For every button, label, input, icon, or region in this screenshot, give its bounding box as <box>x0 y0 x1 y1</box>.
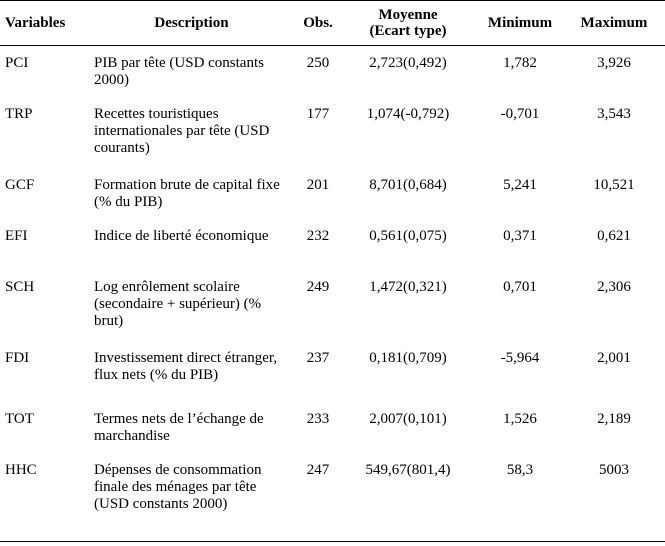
cell-moyenne: 1,472(0,321) <box>369 279 447 295</box>
cell-obs: 247 <box>306 462 330 478</box>
cell-minimum: 1,526 <box>503 411 537 427</box>
cell-variable: HHC <box>5 462 37 478</box>
cell-obs: 201 <box>306 177 330 193</box>
cell-variable: FDI <box>5 350 30 366</box>
cell-minimum: 1,782 <box>503 55 537 71</box>
cell-moyenne: 0,181(0,709) <box>369 350 447 366</box>
cell-maximum: 3,543 <box>597 106 631 122</box>
cell-obs: 233 <box>306 411 330 427</box>
cell-obs: 249 <box>306 279 330 295</box>
cell-minimum: 5,241 <box>503 177 537 193</box>
cell-minimum: 0,701 <box>503 279 537 295</box>
cell-description: Indice de liberté économique <box>94 228 269 244</box>
cell-description: Investissement direct étranger, flux nets (% du PIB) <box>94 350 278 383</box>
header-minimum: Minimum <box>487 14 553 31</box>
cell-obs: 250 <box>306 55 330 71</box>
cell-variable: TRP <box>5 106 33 122</box>
cell-moyenne: 2,007(0,101) <box>369 411 447 427</box>
cell-maximum: 0,621 <box>597 228 631 244</box>
cell-moyenne: 549,67(801,4) <box>365 462 451 478</box>
cell-moyenne: 1,074(-0,792) <box>366 106 450 122</box>
cell-maximum: 5003 <box>599 462 629 478</box>
header-moyenne-line2: (Ecart type) <box>369 22 447 39</box>
cell-moyenne: 8,701(0,684) <box>369 177 447 193</box>
cell-description: Formation brute de capital fixe (% du PIB) <box>94 177 280 210</box>
cell-description: Log enrôlement scolaire (secondaire + supérieur) (% brut) <box>94 279 262 329</box>
header-obs: Obs. <box>303 14 333 31</box>
cell-obs: 232 <box>306 228 330 244</box>
cell-maximum: 3,926 <box>597 55 631 71</box>
bottom-rule <box>0 541 665 542</box>
cell-variable: SCH <box>5 279 35 295</box>
cell-maximum: 10,521 <box>593 177 635 193</box>
header-description: Description <box>154 14 229 31</box>
cell-variable: PCI <box>5 55 29 71</box>
cell-variable: GCF <box>5 177 35 193</box>
cell-moyenne: 0,561(0,075) <box>369 228 447 244</box>
cell-description: Recettes touristiques internationales par tête (USD courants) <box>94 106 270 156</box>
cell-minimum: 58,3 <box>506 462 534 478</box>
cell-minimum: -5,964 <box>500 350 540 366</box>
cell-obs: 177 <box>306 106 330 122</box>
cell-minimum: 0,371 <box>503 228 537 244</box>
header-maximum: Maximum <box>580 14 648 31</box>
cell-minimum: -0,701 <box>500 106 540 122</box>
cell-maximum: 2,001 <box>597 350 631 366</box>
cell-maximum: 2,306 <box>597 279 631 295</box>
cell-moyenne: 2,723(0,492) <box>369 55 447 71</box>
cell-description: Termes nets de l’échange de marchandise <box>94 411 264 444</box>
cell-description: Dépenses de consommation finale des ménages par tête (USD constants 2000) <box>94 462 262 512</box>
header-moyenne-line1: Moyenne <box>378 6 438 23</box>
cell-description: PIB par tête (USD constants 2000) <box>94 55 264 88</box>
cell-maximum: 2,189 <box>597 411 631 427</box>
header-variables: Variables <box>5 14 66 31</box>
cell-variable: EFI <box>5 228 28 244</box>
header-moyenne <box>346 0 470 45</box>
header-rule <box>0 45 665 46</box>
cell-obs: 237 <box>306 350 330 366</box>
cell-variable: TOT <box>5 411 34 427</box>
